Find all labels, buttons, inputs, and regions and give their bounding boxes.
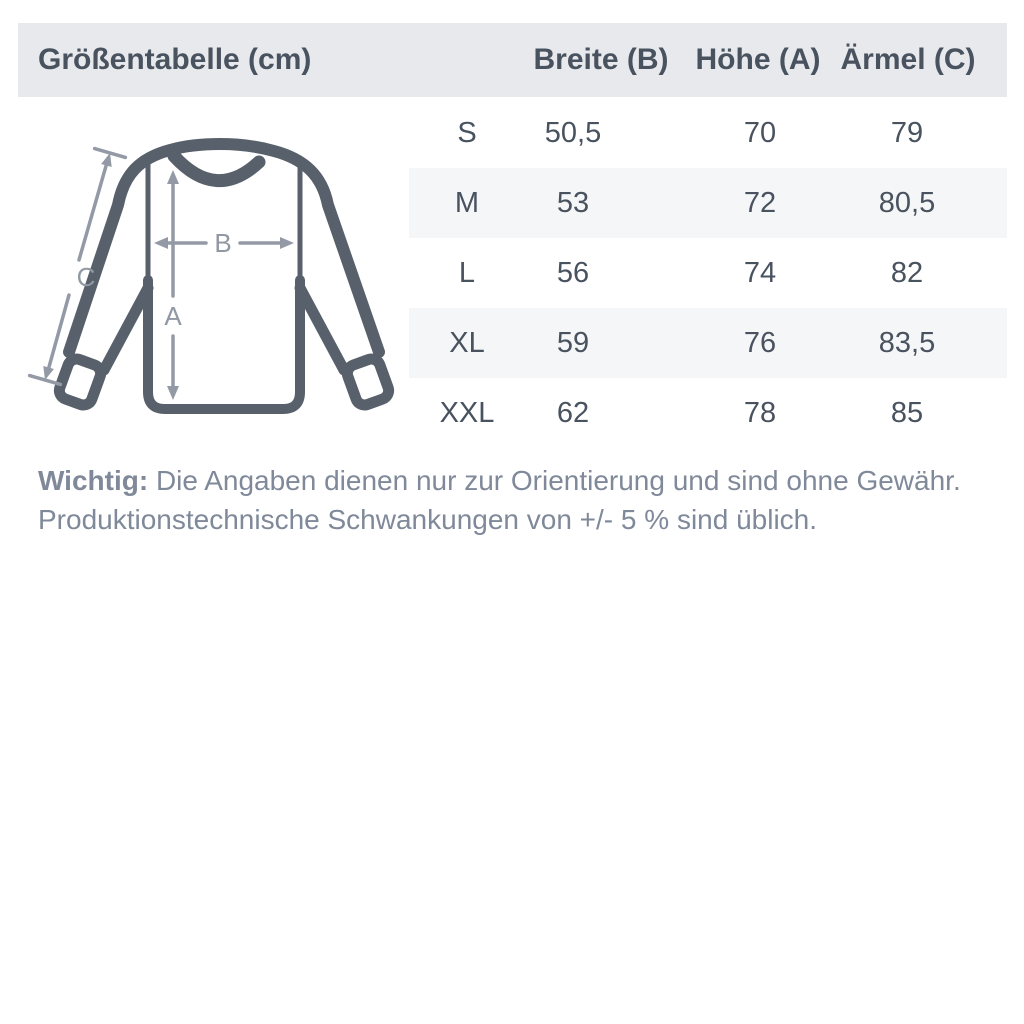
size-label: L	[458, 257, 476, 289]
breite-value: 59	[556, 327, 590, 359]
disclaimer-line-2: Produktionstechnische Schwankungen von +/- 5 % sind üblich.	[38, 504, 818, 535]
breite-value: 53	[556, 187, 590, 219]
table-header	[18, 23, 1007, 97]
column-header-breite: Breite (B)	[533, 43, 669, 76]
table-row	[409, 98, 1007, 168]
size-label: XL	[449, 327, 485, 359]
table-row	[409, 378, 1007, 448]
column-header-hoehe: Höhe (A)	[695, 43, 821, 76]
hoehe-value: 72	[743, 187, 777, 219]
table-row	[409, 238, 1007, 308]
aermel-value: 80,5	[878, 187, 936, 219]
table-row	[409, 168, 1007, 238]
aermel-value: 83,5	[878, 327, 936, 359]
hoehe-value: 78	[743, 397, 777, 429]
table-row	[409, 308, 1007, 378]
hoehe-value: 74	[743, 257, 777, 289]
sweater-outline-icon	[57, 144, 391, 409]
disclaimer-line-1: Wichtig: Die Angaben dienen nur zur Orientierung und sind ohne Gewähr.	[38, 465, 961, 496]
disclaimer-note	[38, 461, 998, 539]
hoehe-value: 76	[743, 327, 777, 359]
sweater-measurement-diagram	[20, 130, 420, 450]
breite-value: 50,5	[544, 117, 602, 149]
aermel-value: 82	[890, 257, 924, 289]
aermel-value: 85	[890, 397, 924, 429]
breite-value: 62	[556, 397, 590, 429]
hoehe-value: 70	[743, 117, 777, 149]
disclaimer-label: Wichtig:	[38, 465, 149, 496]
size-label: M	[454, 187, 480, 219]
size-label: XXL	[439, 397, 495, 429]
size-label: S	[457, 117, 477, 149]
aermel-value: 79	[890, 117, 924, 149]
sleeve-dimension-label: C	[76, 262, 96, 292]
column-header-aermel: Ärmel (C)	[840, 43, 976, 76]
width-dimension-label: B	[214, 228, 232, 258]
page-title: Größentabelle (cm)	[38, 43, 312, 76]
breite-value: 56	[556, 257, 590, 289]
height-dimension-label: A	[164, 301, 182, 331]
